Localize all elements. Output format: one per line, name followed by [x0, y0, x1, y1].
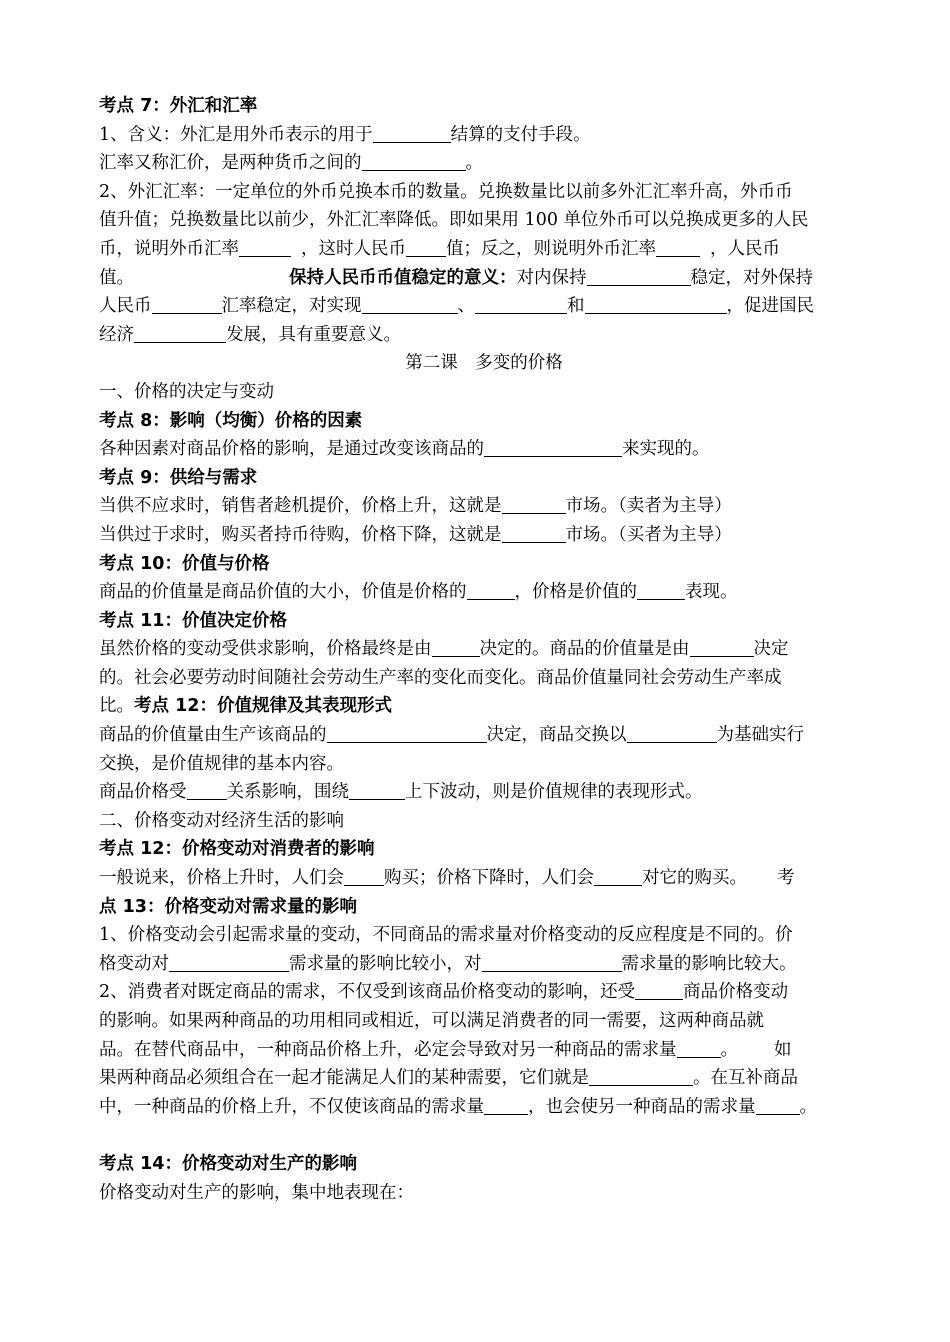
text-line: 币，说明外币汇率 ，这时人民币 值；反之，则说明外币汇率 ，人民币 — [99, 238, 780, 259]
text-line: 2、外汇汇率：一定单位的外币兑换本币的数量。兑换数量比以前多外汇汇率升高，外币币 — [99, 181, 793, 202]
fill-blank[interactable] — [432, 638, 480, 657]
text-line: 商品的价值量由生产该商品的 决定，商品交换以 为基础实行 — [99, 725, 804, 746]
text-line: 当供过于求时，购买者持币待购，价格下降，这就是 市场。（买者为主导） — [99, 524, 732, 545]
text-line: 经济 发展，具有重要意义。 — [99, 324, 401, 345]
fill-blank[interactable] — [187, 781, 227, 800]
section-heading: 考点 10：价值与价格 — [99, 553, 270, 574]
fill-blank[interactable] — [484, 438, 622, 457]
text-line: 品。在替代商品中，一种商品价格上升，必定会导致对另一种商品的需求量 。 如 — [99, 1039, 792, 1060]
fill-blank[interactable] — [585, 295, 727, 314]
fill-blank[interactable] — [656, 238, 700, 257]
text-line: 价格变动对生产的影响，集中地表现在： — [99, 1182, 414, 1203]
text-line: 的。社会必要劳动时间随社会劳动生产率的变化而变化。商品价值量同社会劳动生产率成 — [99, 667, 782, 688]
fill-blank[interactable] — [344, 867, 384, 886]
section-heading: 考点 12：价格变动对消费者的影响 — [99, 839, 375, 860]
inline-heading: 考点 12：价值规律及其表现形式 — [134, 696, 392, 717]
section-heading: 考点 14：价格变动对生产的影响 — [99, 1153, 357, 1174]
fill-blank[interactable] — [587, 267, 691, 286]
fill-blank[interactable] — [594, 867, 642, 886]
text-line: 商品的价值量是商品价值的大小，价值是价格的 ，价格是价值的 表现。 — [99, 582, 738, 603]
fill-blank[interactable] — [502, 524, 566, 543]
text-line: 1、价格变动会引起需求量的变动，不同商品的需求量对价格变动的反应程度是不同的。价 — [99, 925, 793, 946]
text-line: 果两种商品必须组合在一起才能满足人们的某种需要，它们就是 。在互补商品 — [99, 1068, 798, 1089]
fill-blank[interactable] — [484, 1096, 528, 1115]
text-line: 中，一种商品的价格上升，不仅使该商品的需求量 ，也会使另一种商品的需求量 。 — [99, 1096, 817, 1117]
fill-blank[interactable] — [677, 1039, 721, 1058]
fill-blank[interactable] — [635, 981, 683, 1000]
text-line: 格变动对 需求量的影响比较小，对 需求量的影响比较大。 — [99, 953, 797, 974]
fill-blank[interactable] — [756, 1096, 800, 1115]
fill-blank[interactable] — [690, 638, 754, 657]
section-heading: 考点 8：影响（均衡）价格的因素 — [99, 410, 363, 431]
section-heading: 点 13：价格变动对需求量的影响 — [99, 896, 357, 917]
section-heading: 考点 11：价值决定价格 — [99, 610, 287, 631]
fill-blank[interactable] — [327, 724, 487, 743]
fill-blank[interactable] — [134, 324, 226, 343]
fill-blank[interactable] — [467, 581, 515, 600]
text-line: 汇率又称汇价，是两种货币之间的 。 — [99, 153, 483, 174]
text-line: 各种因素对商品价格的影响，是通过改变该商品的 来实现的。 — [99, 439, 710, 460]
part-heading: 一、价格的决定与变动 — [99, 381, 274, 402]
fill-blank[interactable] — [239, 238, 291, 257]
fill-blank[interactable] — [475, 295, 567, 314]
fill-blank[interactable] — [589, 1067, 693, 1086]
blank-line — [99, 1121, 869, 1150]
fill-blank[interactable] — [502, 495, 566, 514]
text-line: 人民币 汇率稳定，对实现 、 和 ，促进国民 — [99, 296, 814, 317]
fill-blank[interactable] — [152, 295, 222, 314]
fill-blank[interactable] — [362, 152, 466, 171]
text-line: 当供不应求时，销售者趁机提价，价格上升，这就是 市场。（卖者为主导） — [99, 496, 732, 517]
inline-heading: 保持人民币币值稳定的意义： — [289, 267, 517, 288]
fill-blank[interactable] — [349, 781, 405, 800]
text-line: 值升值；兑换数量比以前少，外汇汇率降低。即如果用 100 单位外币可以兑换成更多的人民 — [99, 210, 809, 231]
part-heading: 二、价格变动对经济生活的影响 — [99, 810, 344, 831]
fill-blank[interactable] — [373, 124, 451, 143]
text-line: 值。 保持人民币币值稳定的意义：对内保持 稳定，对外保持 — [99, 267, 813, 288]
fill-blank[interactable] — [169, 953, 289, 972]
text-line: 交换，是价值规律的基本内容。 — [99, 753, 344, 774]
fill-blank[interactable] — [637, 581, 685, 600]
text-line: 1、含义：外汇是用外币表示的用于 结算的支付手段。 — [99, 124, 591, 145]
fill-blank[interactable] — [627, 724, 717, 743]
lesson-title: 第二课 多变的价格 — [405, 353, 563, 374]
section-heading: 考点 7：外汇和汇率 — [99, 96, 258, 116]
section-heading: 考点 9：供给与需求 — [99, 467, 258, 488]
text-line: 虽然价格的变动受供求影响，价格最终是由 决定的。商品的价值量是由 决定 — [99, 639, 789, 660]
fill-blank[interactable] — [482, 953, 622, 972]
text-line: 一般说来，价格上升时，人们会 购买；价格下降时，人们会 对它的购买。 考 — [99, 868, 795, 889]
fill-blank[interactable] — [406, 238, 446, 257]
text-line: 2、消费者对既定商品的需求，不仅受到该商品价格变动的影响，还受 商品价格变动 — [99, 982, 789, 1003]
text-line: 比。考点 12：价值规律及其表现形式 — [99, 696, 392, 717]
fill-blank[interactable] — [362, 295, 458, 314]
document-page — [99, 92, 869, 1207]
text-line: 的影响。如果两种商品的功用相同或相近，可以满足消费者的同一需要，这两种商品就 — [99, 1011, 764, 1031]
text-line: 商品价格受 关系影响，围绕 上下波动，则是价值规律的表现形式。 — [99, 782, 703, 803]
